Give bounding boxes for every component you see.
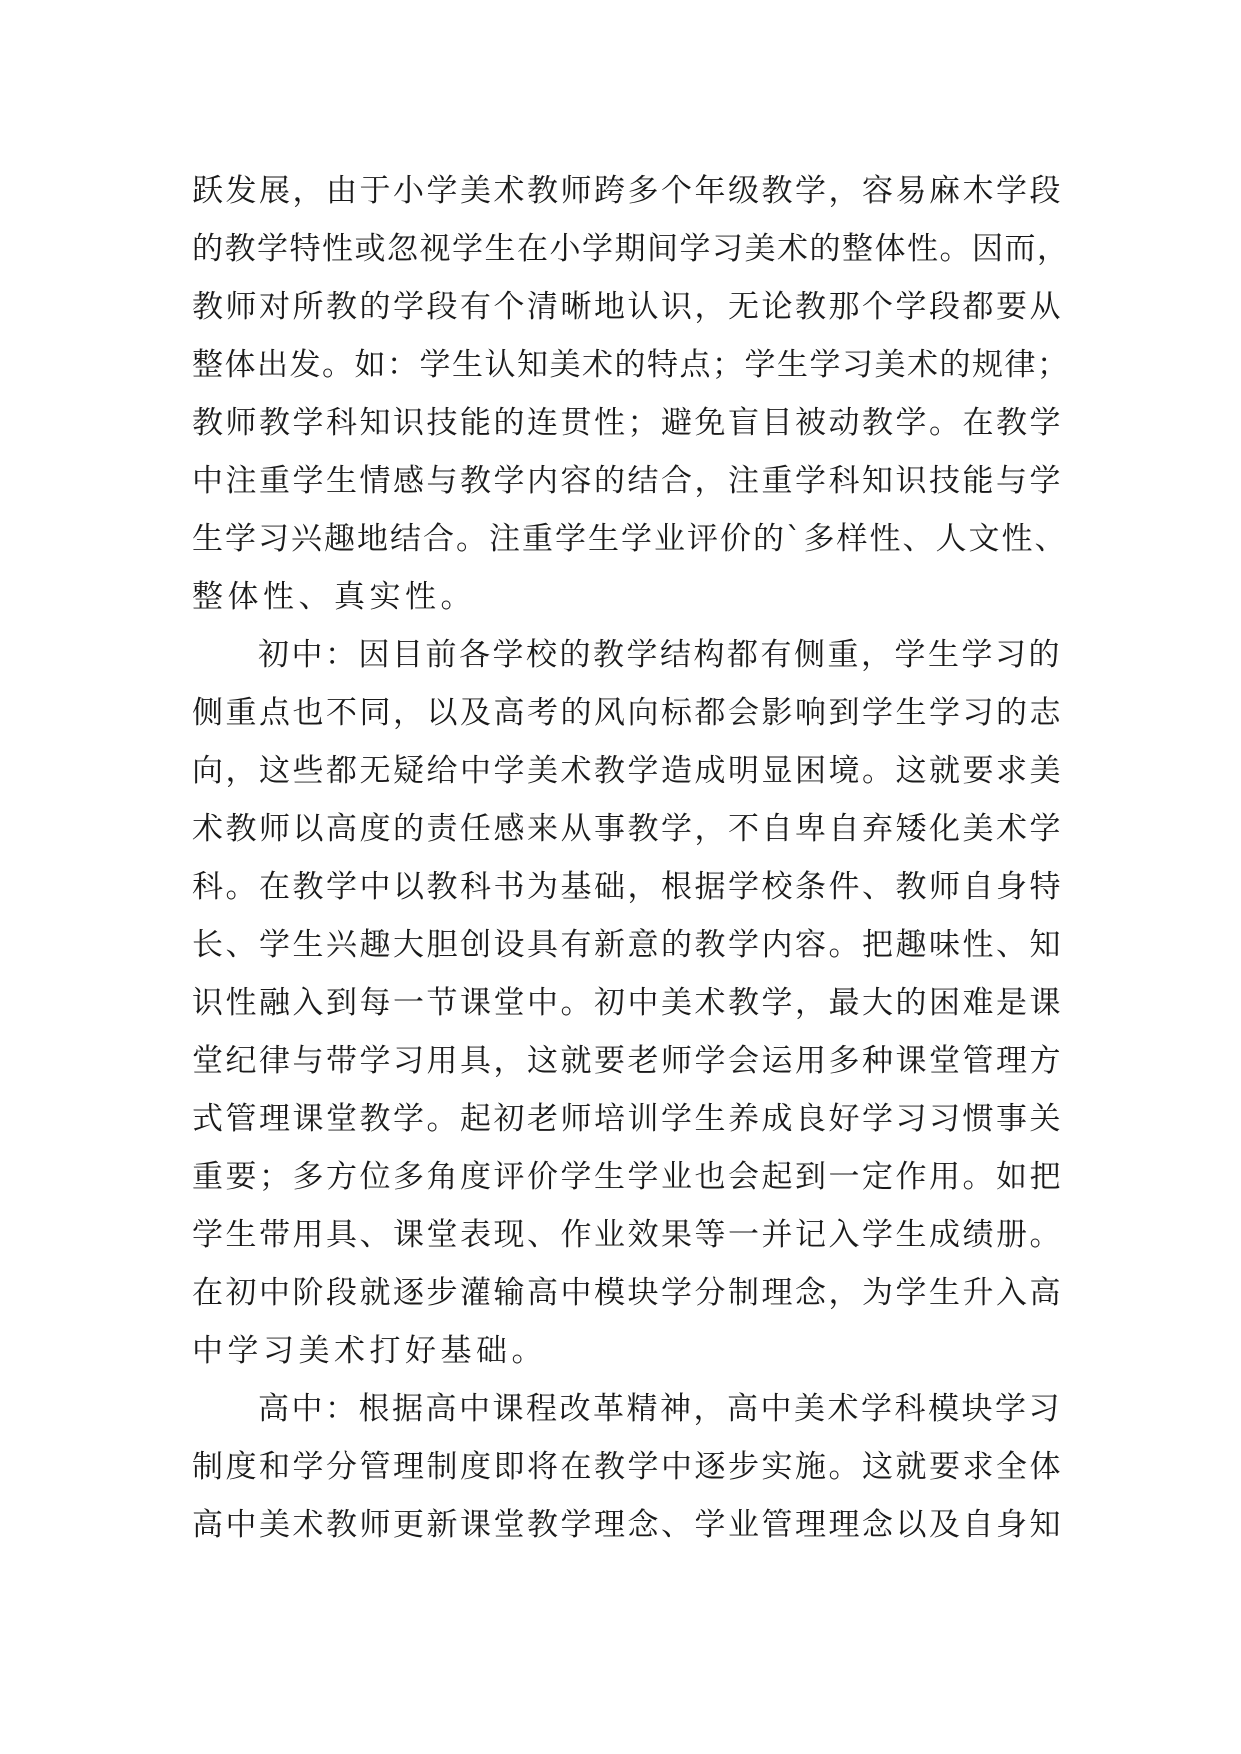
text-line: 科。在教学中以教科书为基础，根据学校条件、教师自身特	[192, 869, 1063, 905]
text-line: 中注重学生情感与教学内容的结合，注重学科知识技能与学	[192, 463, 1063, 499]
text-line: 制度和学分管理制度即将在教学中逐步实施。这就要求全体	[192, 1449, 1063, 1485]
text-line: 整体性、真实性。	[192, 579, 476, 615]
text-line: 的教学特性或忽视学生在小学期间学习美术的整体性。因而，	[192, 231, 1070, 267]
text-line: 术教师以高度的责任感来从事教学，不自卑自弃矮化美术学	[192, 811, 1063, 847]
text-line: 侧重点也不同，以及高考的风向标都会影响到学生学习的志	[192, 695, 1063, 731]
text-line: 识性融入到每一节课堂中。初中美术教学，最大的困难是课	[192, 985, 1063, 1021]
paragraph-start-line: 高中：根据高中课程改革精神，高中美术学科模块学习	[258, 1391, 1062, 1427]
text-line: 教师对所教的学段有个清晰地认识，无论教那个学段都要从	[192, 289, 1063, 325]
text-line: 整体出发。如：学生认知美术的特点；学生学习美术的规律；	[192, 347, 1070, 383]
text-line: 长、学生兴趣大胆创设具有新意的教学内容。把趣味性、知	[192, 927, 1063, 963]
text-line: 中学习美术打好基础。	[192, 1333, 547, 1369]
text-line: 高中美术教师更新课堂教学理念、学业管理理念以及自身知	[192, 1507, 1063, 1543]
text-line: 跃发展，由于小学美术教师跨多个年级教学，容易麻木学段	[192, 173, 1063, 209]
text-line: 学生带用具、课堂表现、作业效果等一并记入学生成绩册。	[192, 1217, 1063, 1253]
text-line: 在初中阶段就逐步灌输高中模块学分制理念，为学生升入高	[192, 1275, 1063, 1311]
body-text	[192, 162, 1072, 1554]
text-line: 重要；多方位多角度评价学生学业也会起到一定作用。如把	[192, 1159, 1063, 1195]
text-line: 生学习兴趣地结合。注重学生学业评价的`多样性、人文性、	[192, 521, 1068, 557]
text-line: 教师教学科知识技能的连贯性；避免盲目被动教学。在教学	[192, 405, 1063, 441]
text-line: 式管理课堂教学。起初老师培训学生养成良好学习习惯事关	[192, 1101, 1063, 1137]
paragraph-start-line: 初中：因目前各学校的教学结构都有侧重，学生学习的	[258, 637, 1062, 673]
text-line: 堂纪律与带学习用具，这就要老师学会运用多种课堂管理方	[192, 1043, 1063, 1079]
text-line: 向，这些都无疑给中学美术教学造成明显困境。这就要求美	[192, 753, 1063, 789]
